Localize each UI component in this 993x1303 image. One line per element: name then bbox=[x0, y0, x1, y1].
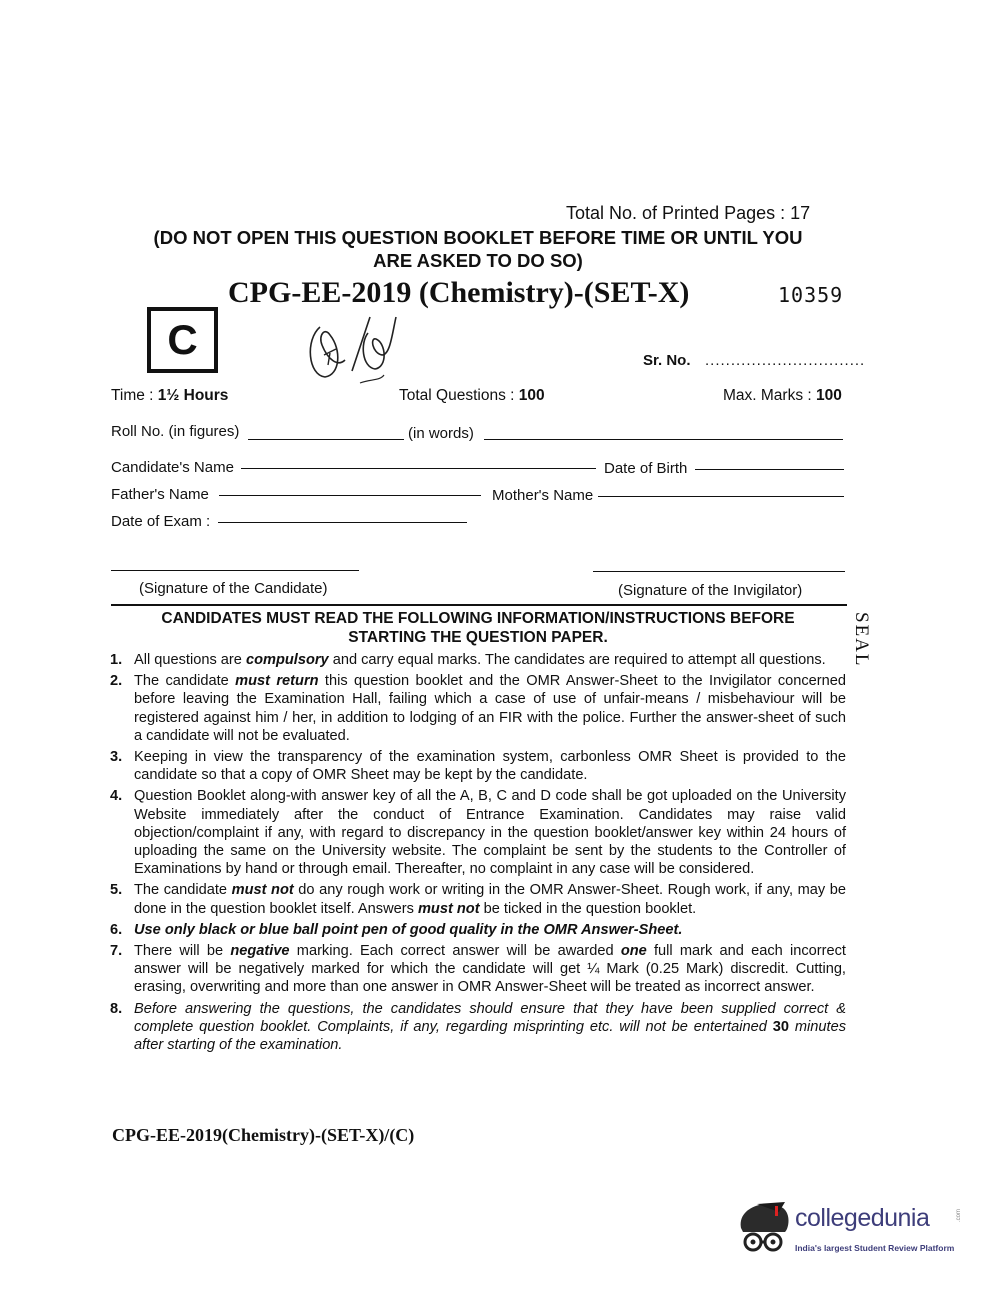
brand-name: collegedunia bbox=[795, 1204, 930, 1232]
instruction-text: The candidate must not do any rough work or writing in the OMR Answer-Sheet. Rough work, if any, may be done in the question booklet itself. Answers must not be ticked in the question booklet. bbox=[134, 882, 846, 917]
candidate-name-label: Candidate's Name bbox=[111, 459, 234, 476]
instruction-text: There will be negative marking. Each correct answer will be awarded one full mark and each incorrect answer will be negatively marked for which the candidate will get ¼ Mark (0.25 Mark) discredit. Cutting, erasing, overwriting and more than one answer in OMR Answer-Sheet will be treated as incorrect answer. bbox=[134, 943, 846, 996]
seal-side-text: SEAL bbox=[851, 612, 872, 668]
instruction-number: 4. bbox=[110, 788, 123, 805]
instruction-number: 8. bbox=[110, 1000, 123, 1017]
sr-no-field: ............................... bbox=[705, 352, 866, 369]
instruction-item bbox=[110, 921, 846, 939]
instruction-item bbox=[110, 881, 846, 917]
signature-scribble bbox=[300, 305, 410, 385]
instruction-item bbox=[110, 651, 846, 669]
set-code-box: C bbox=[147, 307, 218, 373]
instruction-number: 3. bbox=[110, 749, 123, 766]
instruction-text: All questions are compulsory and carry equal marks. The candidates are required to attempt all questions. bbox=[134, 652, 826, 668]
instruction-number: 2. bbox=[110, 673, 123, 690]
total-questions-info bbox=[399, 387, 545, 405]
roll-figures-label: Roll No. (in figures) bbox=[111, 423, 240, 440]
candidate-signature-label: (Signature of the Candidate) bbox=[139, 580, 328, 597]
instruction-item bbox=[110, 748, 846, 784]
instruction-text: Before answering the questions, the candidates should ensure that they have been supplied correct & complete question booklet. Complaints, if any, regarding misprinting etc. will not be entertained 30 minutes after starting of the examination. bbox=[134, 1000, 846, 1054]
mother-name-field[interactable] bbox=[598, 496, 844, 497]
exam-date-label: Date of Exam : bbox=[111, 513, 211, 530]
candidate-name-field[interactable] bbox=[241, 468, 596, 469]
roll-words-field[interactable] bbox=[484, 439, 843, 440]
sr-no-label: Sr. No. bbox=[643, 352, 691, 369]
instruction-text: Question Booklet along-with answer key of all the A, B, C and D code shall be got uploaded on the University Website immediately after the conduct of Entrance Examination. Candidates may raise valid objection/complaint if any, with regard to discrepancy in the question booklet/answer key within 24 hours of uploading the same on the University website. The complaint be sent by the students to the Controller of Examinations by hand or through email. Thereafter, no complaint in any case will be considered. bbox=[134, 788, 846, 878]
questions-value: 100 bbox=[518, 387, 545, 404]
invigilator-signature-line[interactable] bbox=[593, 571, 845, 572]
instruction-item bbox=[110, 1000, 846, 1055]
time-value: 1½ Hours bbox=[157, 387, 229, 404]
booklet-number: 10359 bbox=[778, 283, 844, 307]
instruction-item bbox=[110, 672, 846, 745]
instruction-number: 5. bbox=[110, 882, 123, 899]
marks-label: Max. Marks : bbox=[723, 387, 817, 404]
paper-title: CPG-EE-2019 (Chemistry)-(SET-X) bbox=[228, 276, 690, 309]
exam-date-field[interactable] bbox=[218, 522, 467, 523]
instructions-heading-line-2: STARTING THE QUESTION PAPER. bbox=[348, 629, 608, 646]
warning-line-2: ARE ASKED TO DO SO) bbox=[373, 250, 583, 271]
instructions-heading-line-1: CANDIDATES MUST READ THE FOLLOWING INFORMATION/INSTRUCTIONS BEFORE bbox=[161, 610, 795, 627]
instruction-text: Keeping in view the transparency of the examination system, carbonless OMR Sheet is provided to the candidate so that a copy of OMR Sheet may be kept by the candidate. bbox=[134, 749, 846, 784]
marks-value: 100 bbox=[816, 387, 842, 404]
dob-field[interactable] bbox=[695, 469, 844, 470]
candidate-signature-line[interactable] bbox=[111, 570, 359, 571]
father-name-field[interactable] bbox=[219, 495, 481, 496]
instruction-text: Use only black or blue ball point pen of good quality in the OMR Answer-Sheet. bbox=[134, 921, 683, 938]
questions-label: Total Questions : bbox=[399, 387, 519, 404]
footer-paper-code: CPG-EE-2019(Chemistry)-(SET-X)/(C) bbox=[112, 1125, 415, 1145]
roll-words-label: (in words) bbox=[408, 425, 474, 442]
instruction-number: 6. bbox=[110, 921, 123, 938]
instruction-number: 1. bbox=[110, 652, 123, 668]
max-marks-info bbox=[723, 387, 842, 405]
dob-label: Date of Birth bbox=[604, 460, 688, 477]
printed-pages-count: Total No. of Printed Pages : 17 bbox=[566, 203, 811, 223]
warning-line-1: (DO NOT OPEN THIS QUESTION BOOKLET BEFORE TIME OR UNTIL YOU bbox=[153, 227, 803, 248]
roll-figures-field[interactable] bbox=[248, 439, 404, 440]
instruction-item bbox=[110, 942, 846, 997]
brand-tagline: India's largest Student Review Platform bbox=[795, 1243, 955, 1253]
collegedunia-logo-icon bbox=[735, 1198, 793, 1260]
instruction-text: The candidate must return this question booklet and the OMR Answer-Sheet to the Invigilator concerned before leaving the Examination Hall, failing which a case of use of unfair-means / misbehaviour will be registered against him / her, in addition to lodging of an FIR with the police. Further the answer-sheet of such a candidate will not be evaluated. bbox=[134, 673, 846, 744]
father-name-label: Father's Name bbox=[111, 486, 209, 503]
time-info bbox=[111, 387, 228, 405]
invigilator-signature-label: (Signature of the Invigilator) bbox=[618, 582, 803, 599]
section-divider bbox=[111, 604, 847, 606]
instruction-item bbox=[110, 787, 846, 878]
instruction-number: 7. bbox=[110, 943, 123, 960]
brand-suffix: .com bbox=[956, 1208, 962, 1222]
mother-name-label: Mother's Name bbox=[492, 487, 594, 504]
instructions-list bbox=[110, 651, 846, 1057]
time-label: Time : bbox=[111, 387, 158, 404]
